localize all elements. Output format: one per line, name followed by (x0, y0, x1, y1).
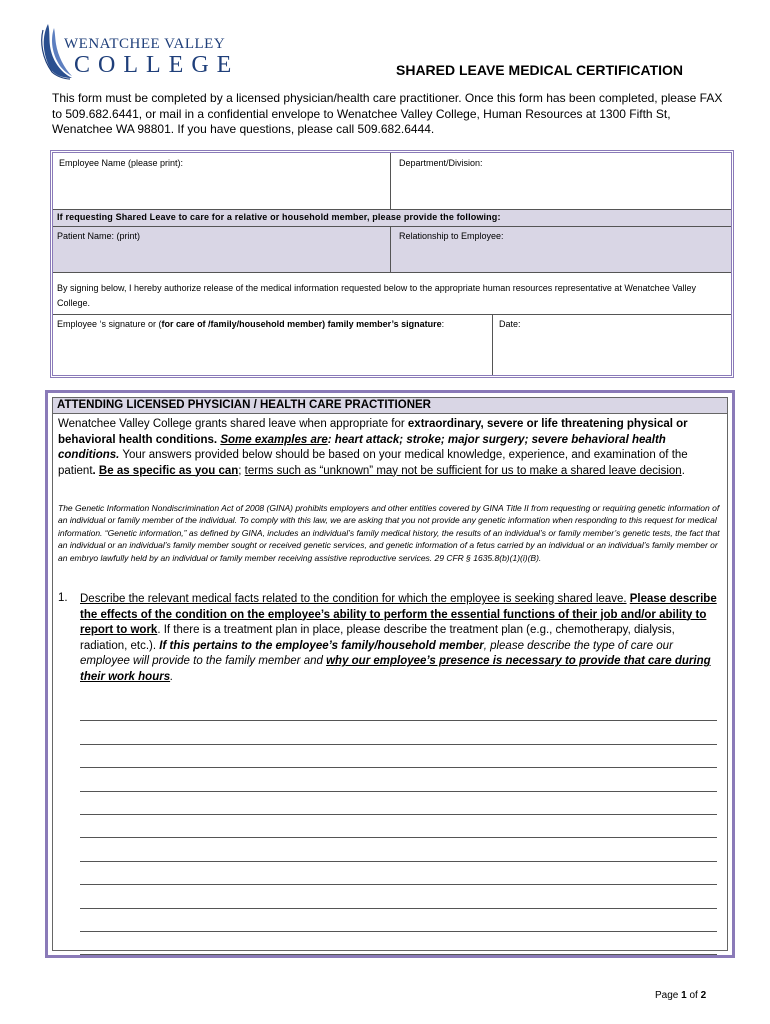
answer-line[interactable] (80, 909, 717, 932)
signature-field[interactable] (53, 315, 493, 375)
employee-name-field[interactable] (53, 153, 391, 210)
answer-line[interactable] (80, 792, 717, 815)
answer-line[interactable] (80, 815, 717, 838)
signature-label: Employee ‘s signature or (for care of /family/household member) family member’s signature: (57, 319, 445, 329)
relationship-field[interactable] (391, 227, 731, 273)
form-title: SHARED LEAVE MEDICAL CERTIFICATION (396, 62, 684, 78)
logo-line1: WENATCHEE VALLEY (64, 36, 226, 52)
answer-line[interactable] (80, 838, 717, 861)
relationship-label: Relationship to Employee: (399, 231, 504, 241)
college-logo (38, 22, 238, 82)
relative-instruction-band: If requesting Shared Leave to care for a relative or household member, please provide the following: (53, 210, 731, 227)
page-number: Page 1 of 2 (655, 990, 707, 1001)
patient-name-label: Patient Name: (print) (57, 231, 141, 241)
answer-line[interactable] (80, 862, 717, 885)
physician-heading: ATTENDING LICENSED PHYSICIAN / HEALTH CARE PRACTITIONER (53, 398, 727, 414)
employee-name-label: Employee Name (please print): (59, 158, 184, 168)
question-1-text: Describe the relevant medical facts related to the condition for which the employee is seeking shared leave. Please describe the effects of the condition on the employee’s ability to perform the essential functions of their job and/or ability to report to work. If there is a treatment plan in place, please describe the treatment plan (e.g., chemotherapy, dialysis, radiation, etc.). If this pertains to the employee’s family/household member, please describe the type of care our employee will provide to the family member and why our employee’s presence is necessary to provide that care during their work hours. (80, 593, 717, 683)
answer-line[interactable] (80, 768, 717, 791)
answer-line[interactable] (80, 698, 717, 721)
question-number: 1. (58, 592, 68, 604)
date-field[interactable] (493, 315, 731, 375)
patient-name-field[interactable] (53, 227, 391, 273)
authorization-statement: By signing below, I hereby authorize release of the medical information requested below to the appropriate human resources representative at Wenatchee Valley College. (53, 273, 731, 315)
department-label: Department/Division: (399, 158, 483, 168)
department-field[interactable] (391, 153, 731, 210)
answer-line[interactable] (80, 932, 717, 955)
physician-section (45, 390, 735, 958)
gina-notice: The Genetic Information Nondiscrimination Act of 2008 (GINA) prohibits employers and other entities covered by GINA Title II from requesting or requiring genetic information of an individual or family member of the individual. To comply with this law, we are asking that you not provide any genetic information when responding to this request for medical information. “Genetic information,” as defined by GINA, includes an individual’s family medical history, the results of an individual’s or family member’s genetic tests, the fact that an individual or an individual’s family member sought or received genetic services, and genetic information of a fetus carried by an individual or an individual’s family member or an embryo lawfully held by an individual or family member receiving assistive reproductive services. 29 CFR § 1635.8(b)(1)(i)(B). (58, 503, 720, 563)
date-label: Date: (499, 319, 521, 329)
answer-line[interactable] (80, 745, 717, 768)
employee-section (50, 150, 734, 378)
answer-line[interactable] (80, 721, 717, 744)
logo-line2: COLLEGE (74, 52, 240, 78)
answer-lines (80, 698, 717, 955)
physician-instructions: Wenatchee Valley College grants shared leave when appropriate for extraordinary, severe or life threatening physical or behavioral health conditions. Some examples are: heart attack; stroke; major surgery; severe behavioral health conditions. Your answers provided below should be based on your medical knowledge, experience, and examination of the patient. Be as specific as you can; terms such as “unknown” may not be sufficient for us to make a shared leave decision. (58, 418, 688, 477)
answer-line[interactable] (80, 885, 717, 908)
intro-text: This form must be completed by a licensed physician/health care practitioner. Once this form has been completed, please FAX to 509.682.6441, or mail in a confidential envelope to Wenatchee Valley College, Human Resources at 1300 Fifth St, Wenatchee WA 98801. If you have questions, please call 509.682.6444. (52, 91, 723, 136)
